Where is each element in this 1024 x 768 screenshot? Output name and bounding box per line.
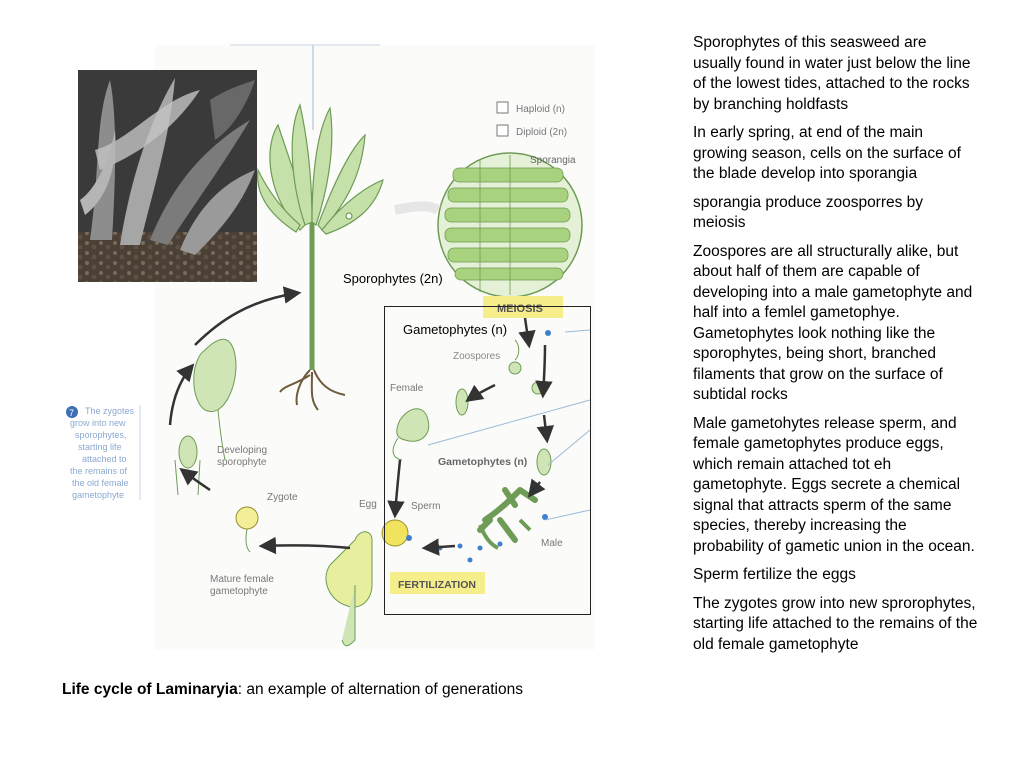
note-paragraph: Sporophytes of this seasweed are usually found in water just below the line of the lowest tides, attached to the rocks by branching holdfasts xyxy=(693,34,971,113)
label-developing: Developing xyxy=(217,445,268,456)
label-gametophytes-n-overlay: Gametophytes (n) xyxy=(403,322,508,337)
figure-caption xyxy=(62,681,523,699)
label-sporangia: Sporangia xyxy=(530,155,576,166)
svg-text:The zygotes: The zygotes xyxy=(85,406,135,416)
svg-text:the old female: the old female xyxy=(72,478,129,488)
kelp-photo xyxy=(78,70,257,282)
label-mature-female: Mature female xyxy=(210,574,274,585)
svg-text:gametophyte: gametophyte xyxy=(72,490,125,500)
note-paragraph: Male gametohytes release sperm, and female gametophytes produce eggs, which remain attached tot eh gametophyte. Eggs secrete a chemical signal that attracts sperm of the same species, thereby increasing the probability of gametic union in the ocean. xyxy=(693,414,975,555)
label-fertilization: FERTILIZATION xyxy=(398,579,476,591)
svg-text:attached to: attached to xyxy=(82,454,127,464)
svg-text:7: 7 xyxy=(69,408,75,418)
explanation-notes xyxy=(693,33,978,663)
svg-text:grow into new: grow into new xyxy=(70,418,126,428)
caption-title: Life cycle of Laminaryia xyxy=(62,681,238,698)
step-7-note xyxy=(66,405,140,500)
label-sperm: Sperm xyxy=(411,501,441,512)
label-meiosis: MEIOSIS xyxy=(497,303,543,315)
note-paragraph: In early spring, at end of the main growing season, cells on the surface of the blade develop into sporangia xyxy=(693,124,961,182)
note-paragraph: The zygotes grow into new sprorophytes, starting life attached to the remains of the old female gametophyte xyxy=(693,594,978,653)
label-mature-female-2: gametophyte xyxy=(210,586,268,597)
legend-haploid: Haploid (n) xyxy=(516,104,565,115)
label-gametophytes-n: Gametophytes (n) xyxy=(438,456,528,468)
label-female: Female xyxy=(390,383,424,394)
note-paragraph: Sperm fertilize the eggs xyxy=(693,566,856,583)
caption-text: : an example of alternation of generations xyxy=(237,681,523,698)
label-male: Male xyxy=(541,538,563,549)
note-paragraph: sporangia produce zoosporres by meiosis xyxy=(693,193,924,231)
label-zygote: Zygote xyxy=(267,492,298,503)
svg-text:the remains of: the remains of xyxy=(70,466,128,476)
label-egg: Egg xyxy=(359,499,377,510)
gametophyte-box xyxy=(384,306,591,615)
label-zoospores: Zoospores xyxy=(453,351,501,362)
svg-text:sporophytes,: sporophytes, xyxy=(75,430,127,440)
label-developing-2: sporophyte xyxy=(217,457,267,468)
note-paragraph: Zoospores are all structurally alike, but about half of them are capable of developing into a male gametophyte and half into a femlel gametophye. Gametophytes look nothing like the sporophytes, being short, branched filaments that grow on the surface of subtidal rocks xyxy=(693,242,973,403)
svg-text:starting life: starting life xyxy=(78,442,122,452)
label-sporophytes-2n: Sporophytes (2n) xyxy=(343,271,443,286)
legend-diploid: Diploid (2n) xyxy=(516,127,568,138)
